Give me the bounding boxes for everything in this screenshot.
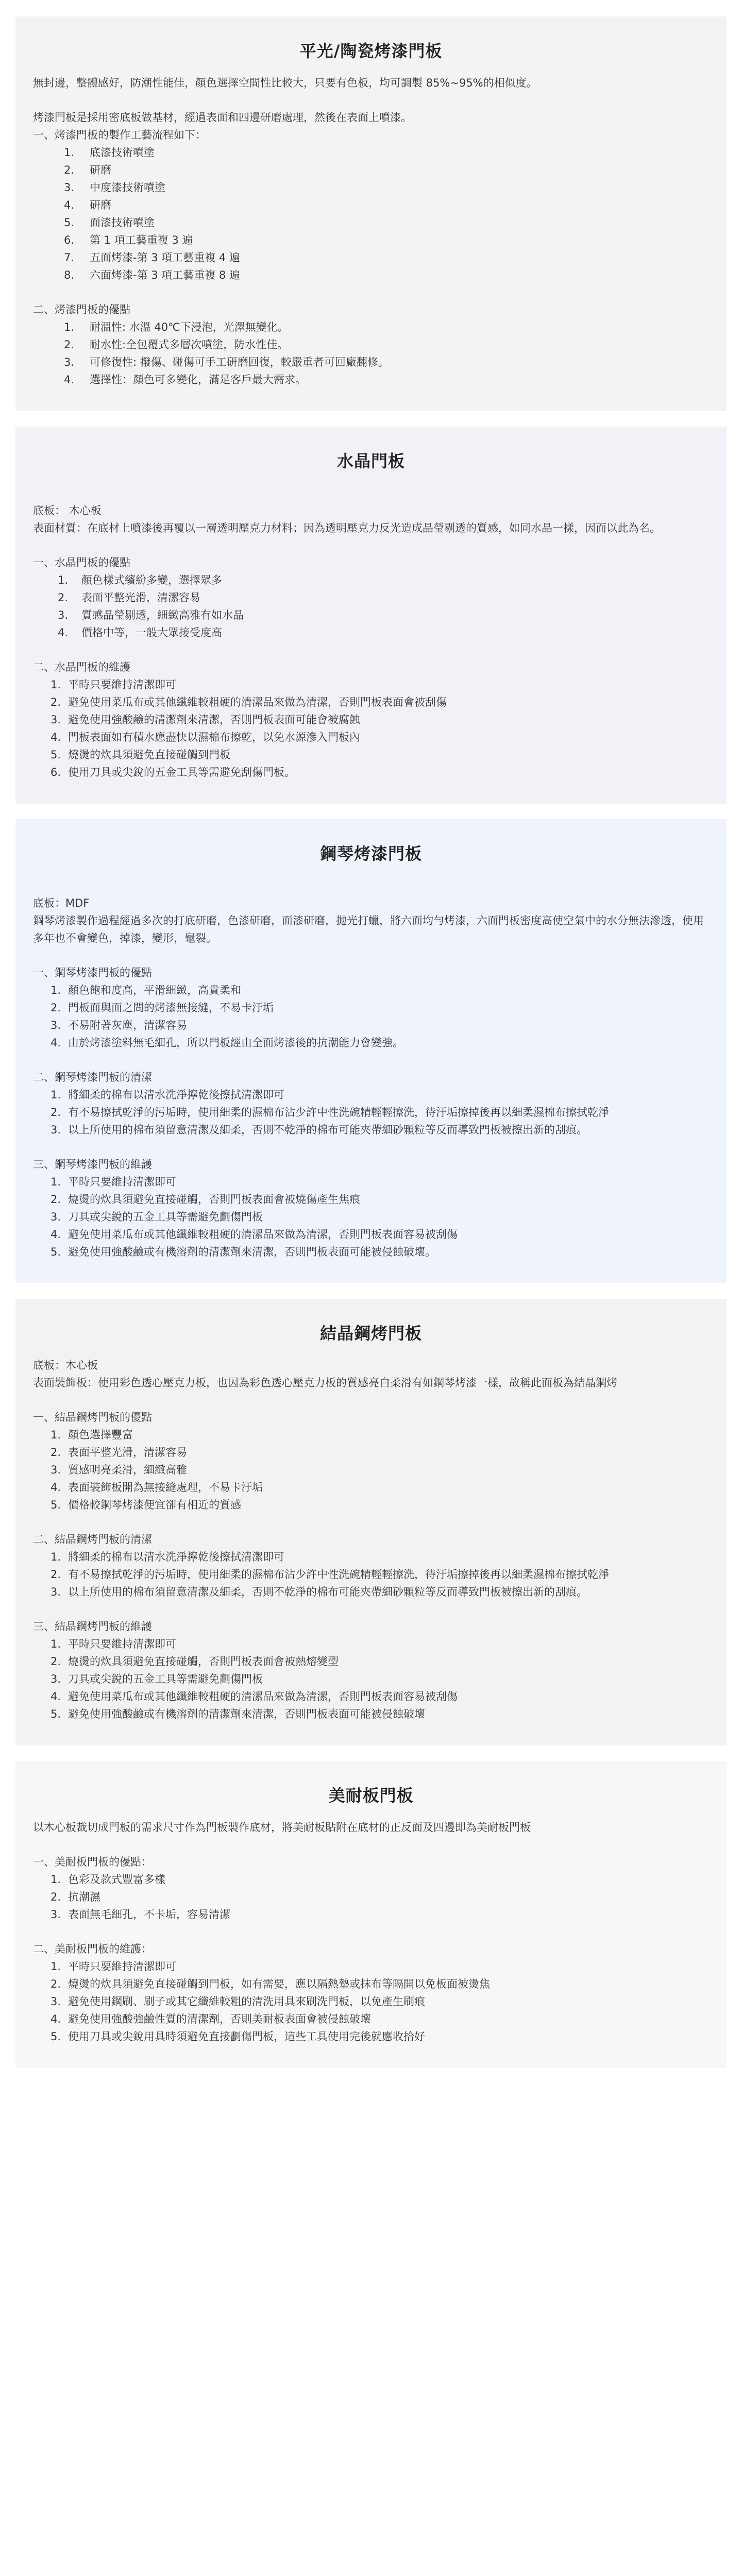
list-item-text: 有不易擦拭乾淨的污垢時，使用細柔的濕棉布沾少許中性洗碗精輕輕擦洗，待汙垢擦掉後再以細柔濕棉布擦拭乾淨 xyxy=(68,1106,609,1119)
list-number: 1. xyxy=(64,146,75,159)
list-item xyxy=(50,1104,709,1121)
numbered-list xyxy=(33,318,709,388)
list-number: 2. xyxy=(50,1655,61,1668)
list-number: 4. xyxy=(64,374,75,386)
list-item xyxy=(50,2028,709,2045)
list-item xyxy=(50,1635,709,1653)
list-number: 3. xyxy=(64,181,75,194)
subsection-heading: 三、結晶鋼烤門板的維護 xyxy=(33,1620,152,1633)
list-item-text: 價格較鋼琴烤漆便宜卻有相近的質感 xyxy=(68,1499,241,1512)
list-item xyxy=(50,676,709,693)
paragraph: 無封邊，整體感好，防潮性能佳，顏色選擇空間性比較大，只要有色板，均可調製 85%~95%的相似度。 xyxy=(33,76,537,89)
section-title: 鋼琴烤漆門板 xyxy=(319,844,422,864)
list-number: 4. xyxy=(50,1690,61,1703)
paragraph: 底板：MDF xyxy=(33,896,90,909)
paragraph: 底板：木心板 xyxy=(33,1359,98,1372)
list-item-text: 有不易擦拭乾淨的污垢時，使用細柔的濕棉布沾少許中性洗碗精輕輕擦洗，待汙垢擦掉後再以細柔濕棉布擦拭乾淨 xyxy=(68,1568,609,1581)
paragraph: 烤漆門板是採用密底板做基材，經過表面和四邊研磨處理，然後在表面上噴漆。 xyxy=(33,111,412,124)
list-item-text: 六面烤漆-第 3 項工藝重複 8 遍 xyxy=(90,268,240,281)
list-item xyxy=(50,1906,709,1923)
list-item xyxy=(50,2010,709,2028)
list-item xyxy=(58,606,709,624)
list-number: 2. xyxy=(58,591,69,604)
list-number: 4. xyxy=(50,1228,61,1241)
list-item-text: 燒燙的炊具須避免直接碰觸到門板，如有需要，應以隔熱墊或抹布等隔開以免板面被燙焦 xyxy=(68,1978,490,1991)
list-number: 2. xyxy=(50,1446,61,1459)
list-item xyxy=(50,1653,709,1670)
list-item-text: 燒燙的炊具須避免直接碰觸，否則門板表面會被燒傷產生焦痕 xyxy=(68,1193,360,1206)
list-number: 4. xyxy=(64,198,75,211)
list-item xyxy=(64,144,709,161)
list-item xyxy=(50,1993,709,2010)
list-item-text: 避免使用強酸強鹼性質的清潔劑，否則美耐板表面會被侵蝕破壞 xyxy=(68,2013,371,2026)
list-number: 5. xyxy=(50,1499,61,1512)
list-number: 1. xyxy=(50,1429,61,1442)
numbered-list xyxy=(33,981,709,1052)
list-number: 2. xyxy=(50,1106,61,1119)
spacer xyxy=(33,641,709,658)
list-number: 5. xyxy=(64,216,75,229)
list-item-text: 研磨 xyxy=(90,198,111,211)
list-item xyxy=(50,1208,709,1226)
list-item-text: 以上所使用的棉布須留意清潔及細柔，否則不乾淨的棉布可能夾帶細砂顆粒等反而導致門板被擦出新的刮痕。 xyxy=(68,1124,587,1137)
paragraph: 表面裝飾板：使用彩色透心壓克力板，也因為彩色透心壓克力板的質感亮白柔滑有如鋼琴烤漆一樣，故稱此面板為結晶鋼烤 xyxy=(33,1377,617,1389)
list-number: 2. xyxy=(50,1891,61,1904)
list-item-text: 五面烤漆-第 3 項工藝重複 4 遍 xyxy=(90,251,240,264)
section-title: 平光/陶瓷烤漆門板 xyxy=(299,41,443,61)
subsection-heading: 一、水晶門板的優點 xyxy=(33,556,130,569)
list-item xyxy=(50,1226,709,1243)
list-item-text: 表面裝飾板開為無接縫處理，不易卡汙垢 xyxy=(68,1481,263,1494)
list-item-text: 使用刀具或尖銳用具時須避免直接劃傷門板，這些工具使用完後就應收拾好 xyxy=(68,2030,425,2043)
numbered-list xyxy=(33,1426,709,1514)
list-item xyxy=(50,1496,709,1514)
list-item-text: 選擇性：顏色可多變化，滿足客戶最大需求。 xyxy=(90,374,306,386)
list-item xyxy=(64,179,709,196)
list-item-text: 表面平整光滑，清潔容易 xyxy=(81,591,200,604)
list-item-text: 將細柔的棉布以清水洗淨擰乾後擦拭清潔即可 xyxy=(68,1089,284,1101)
list-number: 2. xyxy=(50,696,61,709)
numbered-list xyxy=(33,676,709,781)
list-item-text: 顏色飽和度高，平滑細緻，高貴柔和 xyxy=(68,984,241,997)
list-item-text: 耐溫性: 水溫 40℃下浸泡，光澤無變化。 xyxy=(90,321,289,334)
list-item-text: 色彩及款式豐富多樣 xyxy=(68,1873,165,1886)
list-item-text: 門板面與面之間的烤漆無接縫，不易卡汙垢 xyxy=(68,1002,274,1014)
section-title: 水晶門板 xyxy=(336,451,405,471)
list-item-text: 表面平整光滑，清潔容易 xyxy=(68,1446,187,1459)
list-item-text: 質感明亮柔滑，細緻高雅 xyxy=(68,1464,187,1477)
list-item-text: 價格中等，一般大眾接受度高 xyxy=(81,626,222,639)
list-item xyxy=(50,1958,709,1975)
list-number: 5. xyxy=(50,749,61,761)
list-number: 3. xyxy=(50,1995,61,2008)
list-number: 7. xyxy=(64,251,75,264)
list-item-text: 避免使用菜瓜布或其他纖維較粗硬的清潔品來做為清潔，否則門板表面容易被刮傷 xyxy=(68,1690,458,1703)
spacer xyxy=(33,1392,709,1409)
list-item xyxy=(50,693,709,711)
list-item-text: 燒燙的炊具須避免直接碰觸到門板 xyxy=(68,749,230,761)
list-item-text: 避免使用鋼刷、刷子或其它纖維較粗的清洗用具來刷洗門板，以免產生刷痕 xyxy=(68,1995,425,2008)
list-item-text: 避免使用強酸鹼或有機溶劑的清潔劑來清潔，否則門板表面可能被侵蝕破壞 xyxy=(68,1708,425,1721)
list-number: 2. xyxy=(50,1002,61,1014)
list-number: 1. xyxy=(50,1176,61,1189)
list-number: 5. xyxy=(50,1708,61,1721)
list-item-text: 避免使用菜瓜布或其他纖維較粗硬的清潔品來做為清潔，否則門板表面容易被刮傷 xyxy=(68,1228,458,1241)
numbered-list xyxy=(33,1958,709,2045)
list-item xyxy=(50,1871,709,1888)
list-item xyxy=(50,1705,709,1723)
paragraph: 以木心板裁切成門板的需求尺寸作為門板製作底材，將美耐板貼附在底材的正反面及四邊即為美耐板門板 xyxy=(33,1821,531,1834)
subsection-heading: 二、烤漆門板的優點 xyxy=(33,303,130,316)
list-item xyxy=(64,214,709,231)
list-item-text: 使用刀具或尖銳的五金工具等需避免刮傷門板。 xyxy=(68,766,295,779)
list-item-text: 底漆技術噴塗 xyxy=(90,146,155,159)
list-number: 1. xyxy=(50,1638,61,1651)
list-number: 1. xyxy=(50,1873,61,1886)
list-item xyxy=(64,266,709,284)
list-item xyxy=(50,728,709,746)
list-number: 1. xyxy=(50,1551,61,1564)
list-item-text: 平時只要維持清潔即可 xyxy=(68,1960,176,1973)
numbered-list xyxy=(33,144,709,284)
list-item-text: 以上所使用的棉布須留意清潔及細柔，否則不乾淨的棉布可能夾帶細砂顆粒等反而導致門板被擦出新的刮痕。 xyxy=(68,1586,587,1599)
section-card-baked xyxy=(15,16,727,411)
list-item xyxy=(64,371,709,388)
list-item xyxy=(50,1670,709,1688)
list-item-text: 表面無毛細孔，不卡垢，容易清潔 xyxy=(68,1908,230,1921)
list-item xyxy=(50,764,709,781)
list-item xyxy=(50,1583,709,1601)
subsection-heading: 三、鋼琴烤漆門板的維護 xyxy=(33,1158,152,1171)
list-item-text: 門板表面如有積水應盡快以濕棉布擦乾，以免水源滲入門板內 xyxy=(68,731,360,744)
list-item xyxy=(64,249,709,266)
list-item-text: 不易附著灰塵，清潔容易 xyxy=(68,1019,187,1032)
numbered-list xyxy=(33,1871,709,1923)
list-item xyxy=(50,1975,709,1993)
list-item xyxy=(50,1444,709,1461)
subsection-heading: 一、鋼琴烤漆門板的優點 xyxy=(33,967,152,979)
list-number: 4. xyxy=(58,626,69,639)
list-number: 3. xyxy=(50,1019,61,1032)
list-number: 4. xyxy=(50,731,61,744)
list-item-text: 避免使用強酸鹼的清潔劑來清潔，否則門板表面可能會被腐蝕 xyxy=(68,714,360,726)
paragraph: 表面材質：在底材上噴漆後再覆以一層透明壓克力材料；因為透明壓克力反光造成晶瑩剔透的質感，如同水晶一樣，因而以此為名。 xyxy=(33,521,661,534)
list-item-text: 抗潮濕 xyxy=(68,1891,100,1904)
list-number: 1. xyxy=(50,984,61,997)
list-item xyxy=(50,746,709,764)
list-number: 2. xyxy=(50,1568,61,1581)
list-number: 4. xyxy=(50,2013,61,2026)
section-title: 結晶鋼烤門板 xyxy=(319,1324,422,1344)
list-item xyxy=(50,981,709,999)
list-number: 6. xyxy=(50,766,61,779)
list-item-text: 由於烤漆塗料無毛細孔，所以門板經由全面烤漆後的抗潮能力會變強。 xyxy=(68,1037,403,1049)
subsection-heading: 二、鋼琴烤漆門板的清潔 xyxy=(33,1071,152,1084)
numbered-list xyxy=(33,1635,709,1723)
list-item-text: 將細柔的棉布以清水洗淨擰乾後擦拭清潔即可 xyxy=(68,1551,284,1564)
list-number: 3. xyxy=(64,356,75,369)
list-number: 3. xyxy=(58,608,69,621)
list-item xyxy=(50,1461,709,1479)
list-item-text: 平時只要維持清潔即可 xyxy=(68,679,176,691)
list-item-text: 刀具或尖銳的五金工具等需避免劃傷門板 xyxy=(68,1673,263,1686)
list-item xyxy=(50,1034,709,1052)
list-item xyxy=(50,1016,709,1034)
list-item-text: 耐水性:全包覆式多層次噴塗，防水性佳。 xyxy=(90,338,289,351)
list-item xyxy=(64,161,709,179)
list-number: 3. xyxy=(50,1211,61,1224)
list-item xyxy=(50,1888,709,1906)
list-item-text: 顏色選擇豐富 xyxy=(68,1429,133,1442)
list-number: 2. xyxy=(50,1978,61,1991)
list-number: 3. xyxy=(50,714,61,726)
section-card-crystal-piano xyxy=(15,1299,727,1745)
list-item-text: 刀具或尖銳的五金工具等需避免劃傷門板 xyxy=(68,1211,263,1224)
numbered-list xyxy=(33,1548,709,1601)
list-number: 5. xyxy=(50,1246,61,1259)
list-number: 3. xyxy=(50,1464,61,1477)
list-item-text: 顏色樣式繽紛多變，選擇眾多 xyxy=(81,573,222,586)
list-number: 1. xyxy=(50,1089,61,1101)
list-number: 8. xyxy=(64,268,75,281)
list-item-text: 避免使用強酸鹼或有機溶劑的清潔劑來清潔，否則門板表面可能被侵蝕破壞。 xyxy=(68,1246,436,1259)
list-item xyxy=(50,1191,709,1208)
spacer xyxy=(33,92,709,109)
subsection-heading: 二、結晶鋼烤門板的清潔 xyxy=(33,1533,152,1546)
list-item xyxy=(58,589,709,606)
spacer xyxy=(33,1601,709,1618)
spacer xyxy=(33,1923,709,1940)
section-card-crystal xyxy=(15,427,727,804)
spacer xyxy=(33,1836,709,1853)
paragraph: 底板： 木心板 xyxy=(33,504,102,517)
list-item-text: 避免使用菜瓜布或其他纖維較粗硬的清潔品來做為清潔，否則門板表面會被刮傷 xyxy=(68,696,447,709)
list-number: 6. xyxy=(64,233,75,246)
list-item xyxy=(58,624,709,641)
list-item-text: 中度漆技術噴塗 xyxy=(90,181,165,194)
list-item-text: 燒燙的炊具須避免直接碰觸，否則門板表面會被熱熔變型 xyxy=(68,1655,339,1668)
section-card-formica xyxy=(15,1761,727,2068)
list-item-text: 面漆技術噴塗 xyxy=(90,216,155,229)
list-number: 2. xyxy=(64,338,75,351)
list-item xyxy=(50,1086,709,1104)
list-item xyxy=(50,1426,709,1444)
paragraph: 鋼琴烤漆製作過程經過多次的打底研磨，色漆研磨，面漆研磨，拋光打蠟，將六面均勻烤漆，六面門板密度高使空氣中的水分無法滲透，使用多年也不會變色，掉漆，變形，龜裂。 xyxy=(33,914,704,944)
list-item xyxy=(64,353,709,371)
list-number: 1. xyxy=(64,321,75,334)
list-item xyxy=(50,1121,709,1139)
list-number: 5. xyxy=(50,2030,61,2043)
list-number: 4. xyxy=(50,1037,61,1049)
list-number: 3. xyxy=(50,1586,61,1599)
section-title: 美耐板門板 xyxy=(328,1786,414,1806)
list-item xyxy=(64,336,709,353)
list-item-text: 平時只要維持清潔即可 xyxy=(68,1176,176,1189)
subsection-heading: 二、美耐板門板的維護： xyxy=(33,1943,152,1956)
numbered-list xyxy=(33,1086,709,1139)
list-item xyxy=(50,1173,709,1191)
list-number: 1. xyxy=(50,1960,61,1973)
list-number: 1. xyxy=(50,679,61,691)
list-item-text: 平時只要維持清潔即可 xyxy=(68,1638,176,1651)
list-item-text: 質感晶瑩剔透，細緻高雅有如水晶 xyxy=(81,608,244,621)
list-item xyxy=(50,1548,709,1566)
list-number: 2. xyxy=(64,163,75,176)
list-item xyxy=(50,711,709,728)
list-item xyxy=(64,318,709,336)
list-number: 3. xyxy=(50,1908,61,1921)
spacer xyxy=(33,947,709,964)
list-number: 1. xyxy=(58,573,69,586)
list-item xyxy=(50,1566,709,1583)
list-item xyxy=(58,571,709,589)
spacer xyxy=(33,537,709,554)
list-item xyxy=(64,196,709,214)
list-item-text: 可修復性: 撥傷、碰傷可手工研磨回復，較嚴重者可回廠翻修。 xyxy=(90,356,389,369)
list-item-text: 研磨 xyxy=(90,163,111,176)
subsection-heading: 一、美耐板門板的優點： xyxy=(33,1856,152,1869)
list-item-text: 第 1 項工藝重複 3 遍 xyxy=(90,233,193,246)
list-item xyxy=(50,1479,709,1496)
subsection-heading: 一、結晶鋼烤門板的優點 xyxy=(33,1411,152,1424)
list-number: 3. xyxy=(50,1673,61,1686)
spacer xyxy=(33,1514,709,1531)
subsection-heading: 一、烤漆門板的製作工藝流程如下： xyxy=(33,128,206,141)
numbered-list xyxy=(33,1173,709,1261)
list-number: 2. xyxy=(50,1193,61,1206)
list-item xyxy=(50,999,709,1016)
numbered-list xyxy=(33,571,709,641)
list-number: 4. xyxy=(50,1481,61,1494)
spacer xyxy=(33,1139,709,1156)
list-number: 3. xyxy=(50,1124,61,1137)
list-item xyxy=(50,1688,709,1705)
spacer xyxy=(33,284,709,301)
subsection-heading: 二、水晶門板的維護 xyxy=(33,661,130,674)
section-card-piano xyxy=(15,819,727,1283)
list-item xyxy=(64,231,709,249)
list-item xyxy=(50,1243,709,1261)
spacer xyxy=(33,1052,709,1069)
